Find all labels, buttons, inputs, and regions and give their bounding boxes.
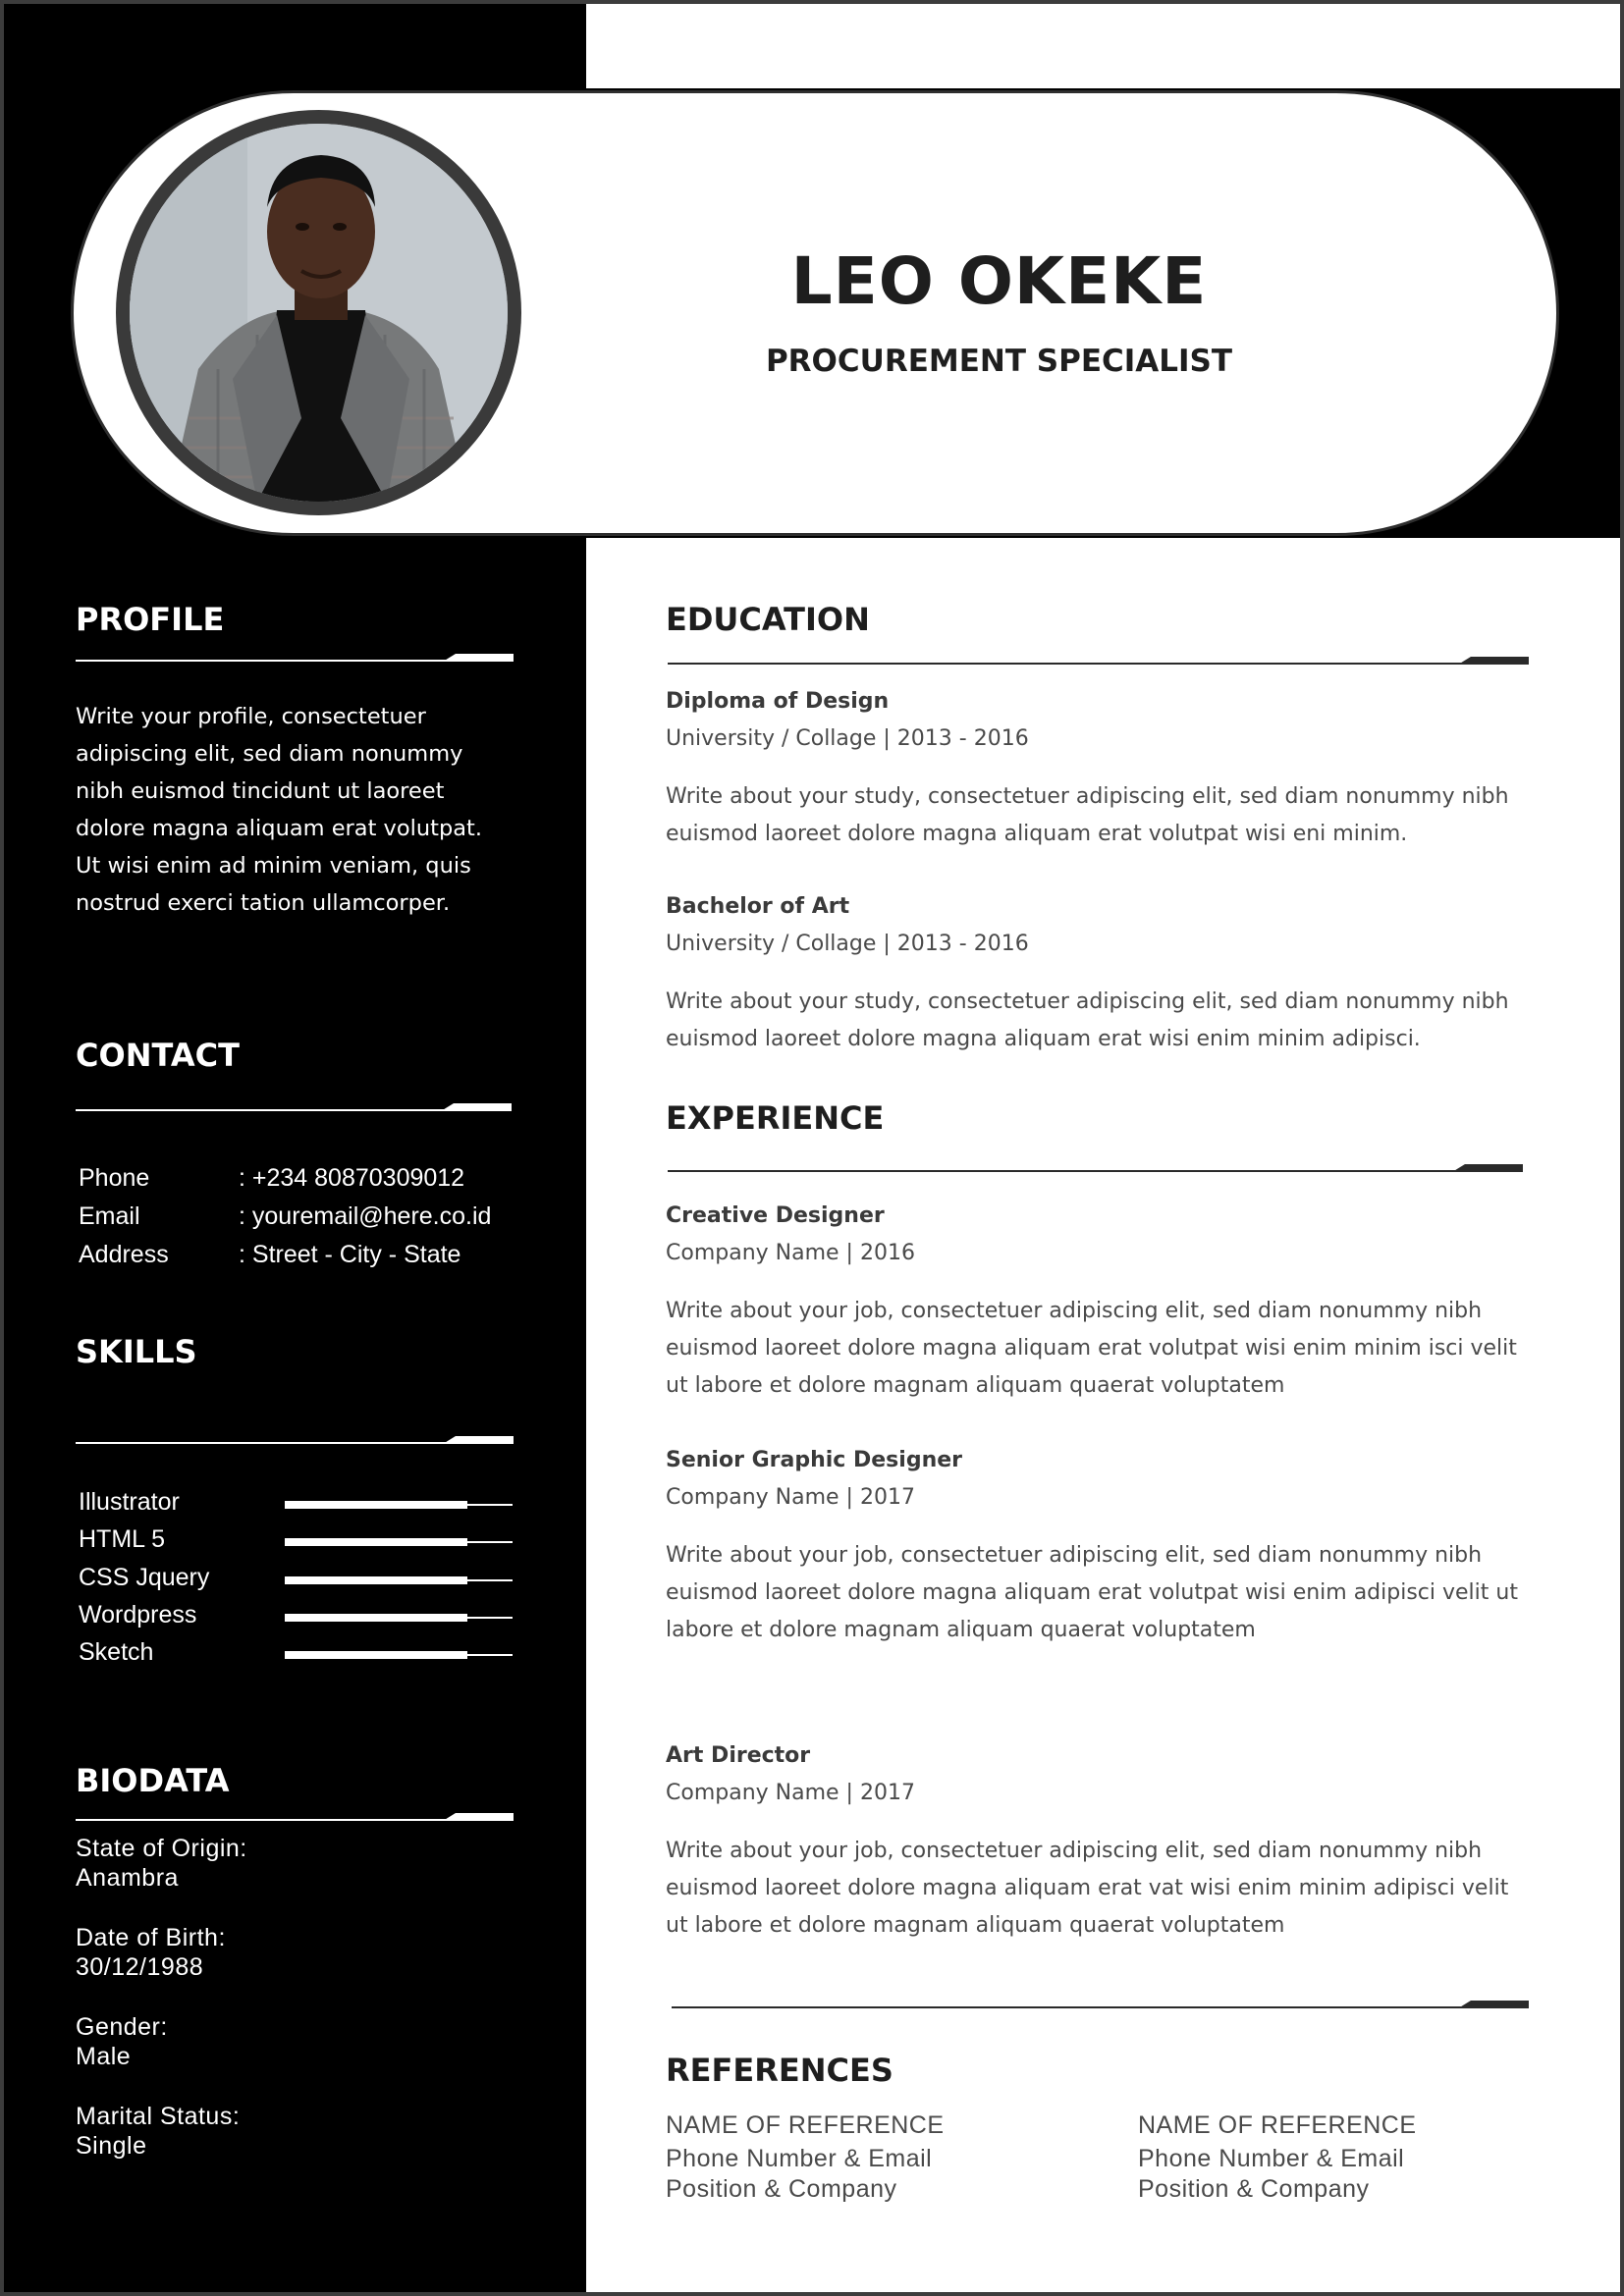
reference-contact: Phone Number & Email bbox=[666, 2145, 933, 2172]
bio-value: 30/12/1988 bbox=[76, 1953, 204, 1981]
reference-position: Position & Company bbox=[1138, 2175, 1370, 2203]
skill-bar-fill bbox=[285, 1614, 467, 1622]
skill-bar-fill bbox=[285, 1538, 467, 1546]
desc-line: euismod laoreet dolore magna aliquam erat wisi enim minim adipisci. bbox=[666, 1027, 1421, 1051]
reference-name: NAME OF REFERENCE bbox=[1138, 2111, 1417, 2139]
contact-label: Email bbox=[79, 1202, 140, 1230]
contact-value: : +234 80870309012 bbox=[239, 1164, 465, 1192]
profile-photo bbox=[130, 124, 508, 502]
profile-line: nostrud exerci tation ullamcorper. bbox=[76, 890, 451, 916]
experience-title: Senior Graphic Designer bbox=[666, 1448, 962, 1472]
contact-row-address bbox=[79, 1241, 530, 1279]
profile-text bbox=[76, 698, 498, 922]
desc-line: euismod laoreet dolore magna aliquam erat volutpat wisi enim minim isci velit bbox=[666, 1336, 1517, 1361]
desc-line: Write about your study, consectetuer adipiscing elit, sed diam nonummy nibh bbox=[666, 784, 1509, 809]
reference-position: Position & Company bbox=[666, 2175, 897, 2203]
education-title: Diploma of Design bbox=[666, 689, 890, 714]
profile-line: nibh euismod tincidunt ut laoreet bbox=[76, 778, 445, 804]
reference-2 bbox=[1138, 2110, 1417, 2205]
profile-line: dolore magna aliquam erat volutpat. bbox=[76, 816, 483, 841]
bio-label: State of Origin: bbox=[76, 1835, 247, 1862]
contact-row-email bbox=[79, 1202, 530, 1241]
profile-line: Ut wisi enim ad minim veniam, quis bbox=[76, 853, 471, 879]
desc-line: Write about your job, consectetuer adipiscing elit, sed diam nonummy nibh bbox=[666, 1299, 1483, 1323]
skill-row bbox=[79, 1488, 515, 1526]
education-heading: EDUCATION bbox=[666, 601, 870, 638]
profile-heading: PROFILE bbox=[76, 601, 225, 638]
desc-line: ut labore et dolore magnam aliquam quaerat voluptatem bbox=[666, 1373, 1285, 1398]
education-sub: University / Collage | 2013 - 2016 bbox=[666, 726, 1029, 751]
references-divider bbox=[672, 2006, 1529, 2008]
experience-title: Creative Designer bbox=[666, 1203, 885, 1228]
skill-row bbox=[79, 1638, 515, 1677]
contact-divider bbox=[76, 1109, 512, 1111]
experience-sub: Company Name | 2017 bbox=[666, 1781, 915, 1805]
bio-origin bbox=[76, 1834, 247, 1893]
reference-name: NAME OF REFERENCE bbox=[666, 2111, 945, 2139]
education-sub: University / Collage | 2013 - 2016 bbox=[666, 932, 1029, 956]
contact-label: Phone bbox=[79, 1164, 150, 1192]
bio-label: Date of Birth: bbox=[76, 1924, 226, 1951]
references-heading: REFERENCES bbox=[666, 2052, 893, 2089]
experience-title: Art Director bbox=[666, 1743, 811, 1768]
contact-row-phone bbox=[79, 1164, 530, 1202]
desc-line: labore et dolore magnam aliquam quaerat voluptatem bbox=[666, 1618, 1256, 1642]
skill-label: CSS Jquery bbox=[79, 1564, 210, 1591]
education-divider bbox=[668, 663, 1529, 665]
reference-contact: Phone Number & Email bbox=[1138, 2145, 1405, 2172]
bio-label: Gender: bbox=[76, 2013, 168, 2041]
experience-desc bbox=[666, 1833, 1530, 1945]
bio-gender bbox=[76, 2012, 168, 2071]
education-title: Bachelor of Art bbox=[666, 894, 850, 919]
biodata-divider bbox=[76, 1819, 514, 1821]
skill-bar-fill bbox=[285, 1501, 467, 1509]
experience-sub: Company Name | 2016 bbox=[666, 1241, 915, 1265]
desc-line: euismod laoreet dolore magna aliquam erat vat wisi enim minim adipisci velit bbox=[666, 1876, 1509, 1900]
experience-desc bbox=[666, 1293, 1530, 1405]
desc-line: Write about your job, consectetuer adipiscing elit, sed diam nonummy nibh bbox=[666, 1543, 1483, 1568]
skill-label: Illustrator bbox=[79, 1488, 180, 1516]
skill-bar-fill bbox=[285, 1576, 467, 1584]
candidate-name: LEO OKEKE bbox=[790, 243, 1208, 319]
experience-desc bbox=[666, 1537, 1530, 1649]
desc-line: Write about your study, consectetuer adipiscing elit, sed diam nonummy nibh bbox=[666, 989, 1509, 1014]
contact-value: : youremail@here.co.id bbox=[239, 1202, 492, 1230]
desc-line: Write about your job, consectetuer adipiscing elit, sed diam nonummy nibh bbox=[666, 1839, 1483, 1863]
skills-heading: SKILLS bbox=[76, 1333, 197, 1370]
desc-line: ut labore et dolore magnam aliquam quaerat voluptatem bbox=[666, 1913, 1285, 1938]
bio-label: Marital Status: bbox=[76, 2103, 241, 2130]
bio-dob bbox=[76, 1923, 226, 1982]
skill-bar-fill bbox=[285, 1651, 467, 1659]
skills-divider bbox=[76, 1442, 514, 1444]
skill-label: Sketch bbox=[79, 1638, 154, 1666]
contact-label: Address bbox=[79, 1241, 169, 1268]
profile-line: adipiscing elit, sed diam nonummy bbox=[76, 741, 463, 767]
desc-line: euismod laoreet dolore magna aliquam erat volutpat wisi enim adipisci velit ut bbox=[666, 1580, 1518, 1605]
skill-label: Wordpress bbox=[79, 1601, 197, 1629]
bio-value: Single bbox=[76, 2132, 147, 2160]
skill-row bbox=[79, 1601, 515, 1639]
bio-value: Anambra bbox=[76, 1864, 179, 1892]
profile-line: Write your profile, consectetuer bbox=[76, 704, 426, 729]
skill-label: HTML 5 bbox=[79, 1525, 165, 1553]
experience-sub: Company Name | 2017 bbox=[666, 1485, 915, 1510]
experience-heading: EXPERIENCE bbox=[666, 1099, 885, 1137]
education-desc bbox=[666, 984, 1530, 1058]
reference-1 bbox=[666, 2110, 945, 2205]
biodata-heading: BIODATA bbox=[76, 1762, 230, 1799]
contact-value: : Street - City - State bbox=[239, 1241, 461, 1268]
experience-divider bbox=[668, 1170, 1523, 1172]
job-title: PROCUREMENT SPECIALIST bbox=[765, 344, 1233, 379]
skill-row bbox=[79, 1564, 515, 1602]
education-desc bbox=[666, 778, 1530, 853]
bio-value: Male bbox=[76, 2043, 132, 2070]
skill-row bbox=[79, 1525, 515, 1564]
contact-heading: CONTACT bbox=[76, 1037, 240, 1074]
profile-divider bbox=[76, 660, 514, 662]
bio-marital bbox=[76, 2102, 240, 2161]
desc-line: euismod laoreet dolore magna aliquam erat volutpat wisi eni minim. bbox=[666, 822, 1408, 846]
